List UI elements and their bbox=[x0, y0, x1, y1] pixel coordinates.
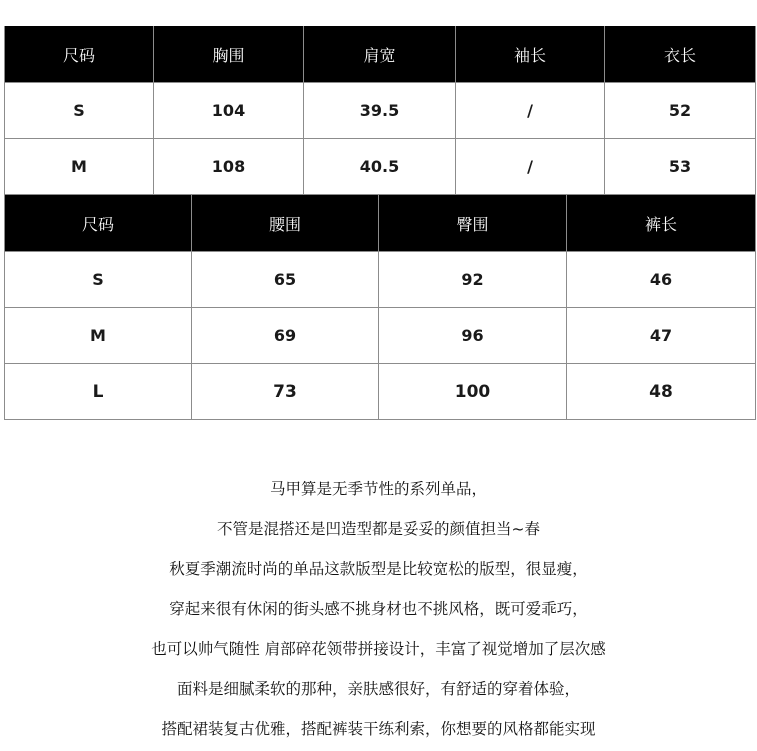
header-chest: 胸围 bbox=[154, 26, 304, 83]
cell-hip: 100 bbox=[379, 364, 567, 420]
description-line: 秋夏季潮流时尚的单品这款版型是比较宽松的版型，很显瘦， bbox=[169, 560, 588, 578]
description-line: 不管是混搭还是凹造型都是妥妥的颜值担当~春 bbox=[217, 520, 540, 538]
product-description bbox=[0, 471, 757, 751]
cell-hip: 92 bbox=[379, 252, 567, 308]
table-row bbox=[5, 308, 756, 364]
cell-shoulder: 39.5 bbox=[304, 83, 456, 139]
header-sleeve: 袖长 bbox=[456, 26, 605, 83]
table-row bbox=[5, 252, 756, 308]
header-hip: 臀围 bbox=[379, 195, 567, 252]
description-line: 穿起来很有休闲的街头感不挑身材也不挑风格，既可爱乖巧， bbox=[169, 600, 588, 618]
cell-pants-length: 46 bbox=[567, 252, 756, 308]
header-waist: 腰围 bbox=[192, 195, 379, 252]
cell-size: L bbox=[5, 364, 192, 420]
cell-chest: 108 bbox=[154, 139, 304, 195]
header-size: 尺码 bbox=[5, 26, 154, 83]
cell-size: S bbox=[5, 83, 154, 139]
cell-chest: 104 bbox=[154, 83, 304, 139]
top-table-header-row bbox=[5, 26, 756, 83]
bottom-table-header-row bbox=[5, 195, 756, 252]
cell-shoulder: 40.5 bbox=[304, 139, 456, 195]
cell-size: S bbox=[5, 252, 192, 308]
cell-waist: 65 bbox=[192, 252, 379, 308]
description-line: 马甲算是无季节性的系列单品， bbox=[269, 480, 487, 498]
header-size: 尺码 bbox=[5, 195, 192, 252]
table-row bbox=[5, 139, 756, 195]
cell-hip: 96 bbox=[379, 308, 567, 364]
top-size-table bbox=[4, 26, 756, 195]
cell-size: M bbox=[5, 139, 154, 195]
cell-waist: 69 bbox=[192, 308, 379, 364]
description-line: 搭配裙装复古优雅，搭配裤装干练利索，你想要的风格都能实现 bbox=[161, 720, 596, 738]
cell-sleeve: / bbox=[456, 83, 605, 139]
header-length: 衣长 bbox=[605, 26, 756, 83]
header-pants-length: 裤长 bbox=[567, 195, 756, 252]
bottom-size-table bbox=[4, 195, 756, 420]
description-line: 也可以帅气随性 肩部碎花领带拼接设计，丰富了视觉增加了层次感 bbox=[151, 640, 606, 658]
cell-pants-length: 47 bbox=[567, 308, 756, 364]
cell-length: 52 bbox=[605, 83, 756, 139]
table-row bbox=[5, 364, 756, 420]
table-row bbox=[5, 83, 756, 139]
cell-sleeve: / bbox=[456, 139, 605, 195]
description-line: 面料是细腻柔软的那种，亲肤感很好，有舒适的穿着体验， bbox=[176, 680, 580, 698]
cell-pants-length: 48 bbox=[567, 364, 756, 420]
cell-length: 53 bbox=[605, 139, 756, 195]
cell-size: M bbox=[5, 308, 192, 364]
header-shoulder: 肩宽 bbox=[304, 26, 456, 83]
cell-waist: 73 bbox=[192, 364, 379, 420]
